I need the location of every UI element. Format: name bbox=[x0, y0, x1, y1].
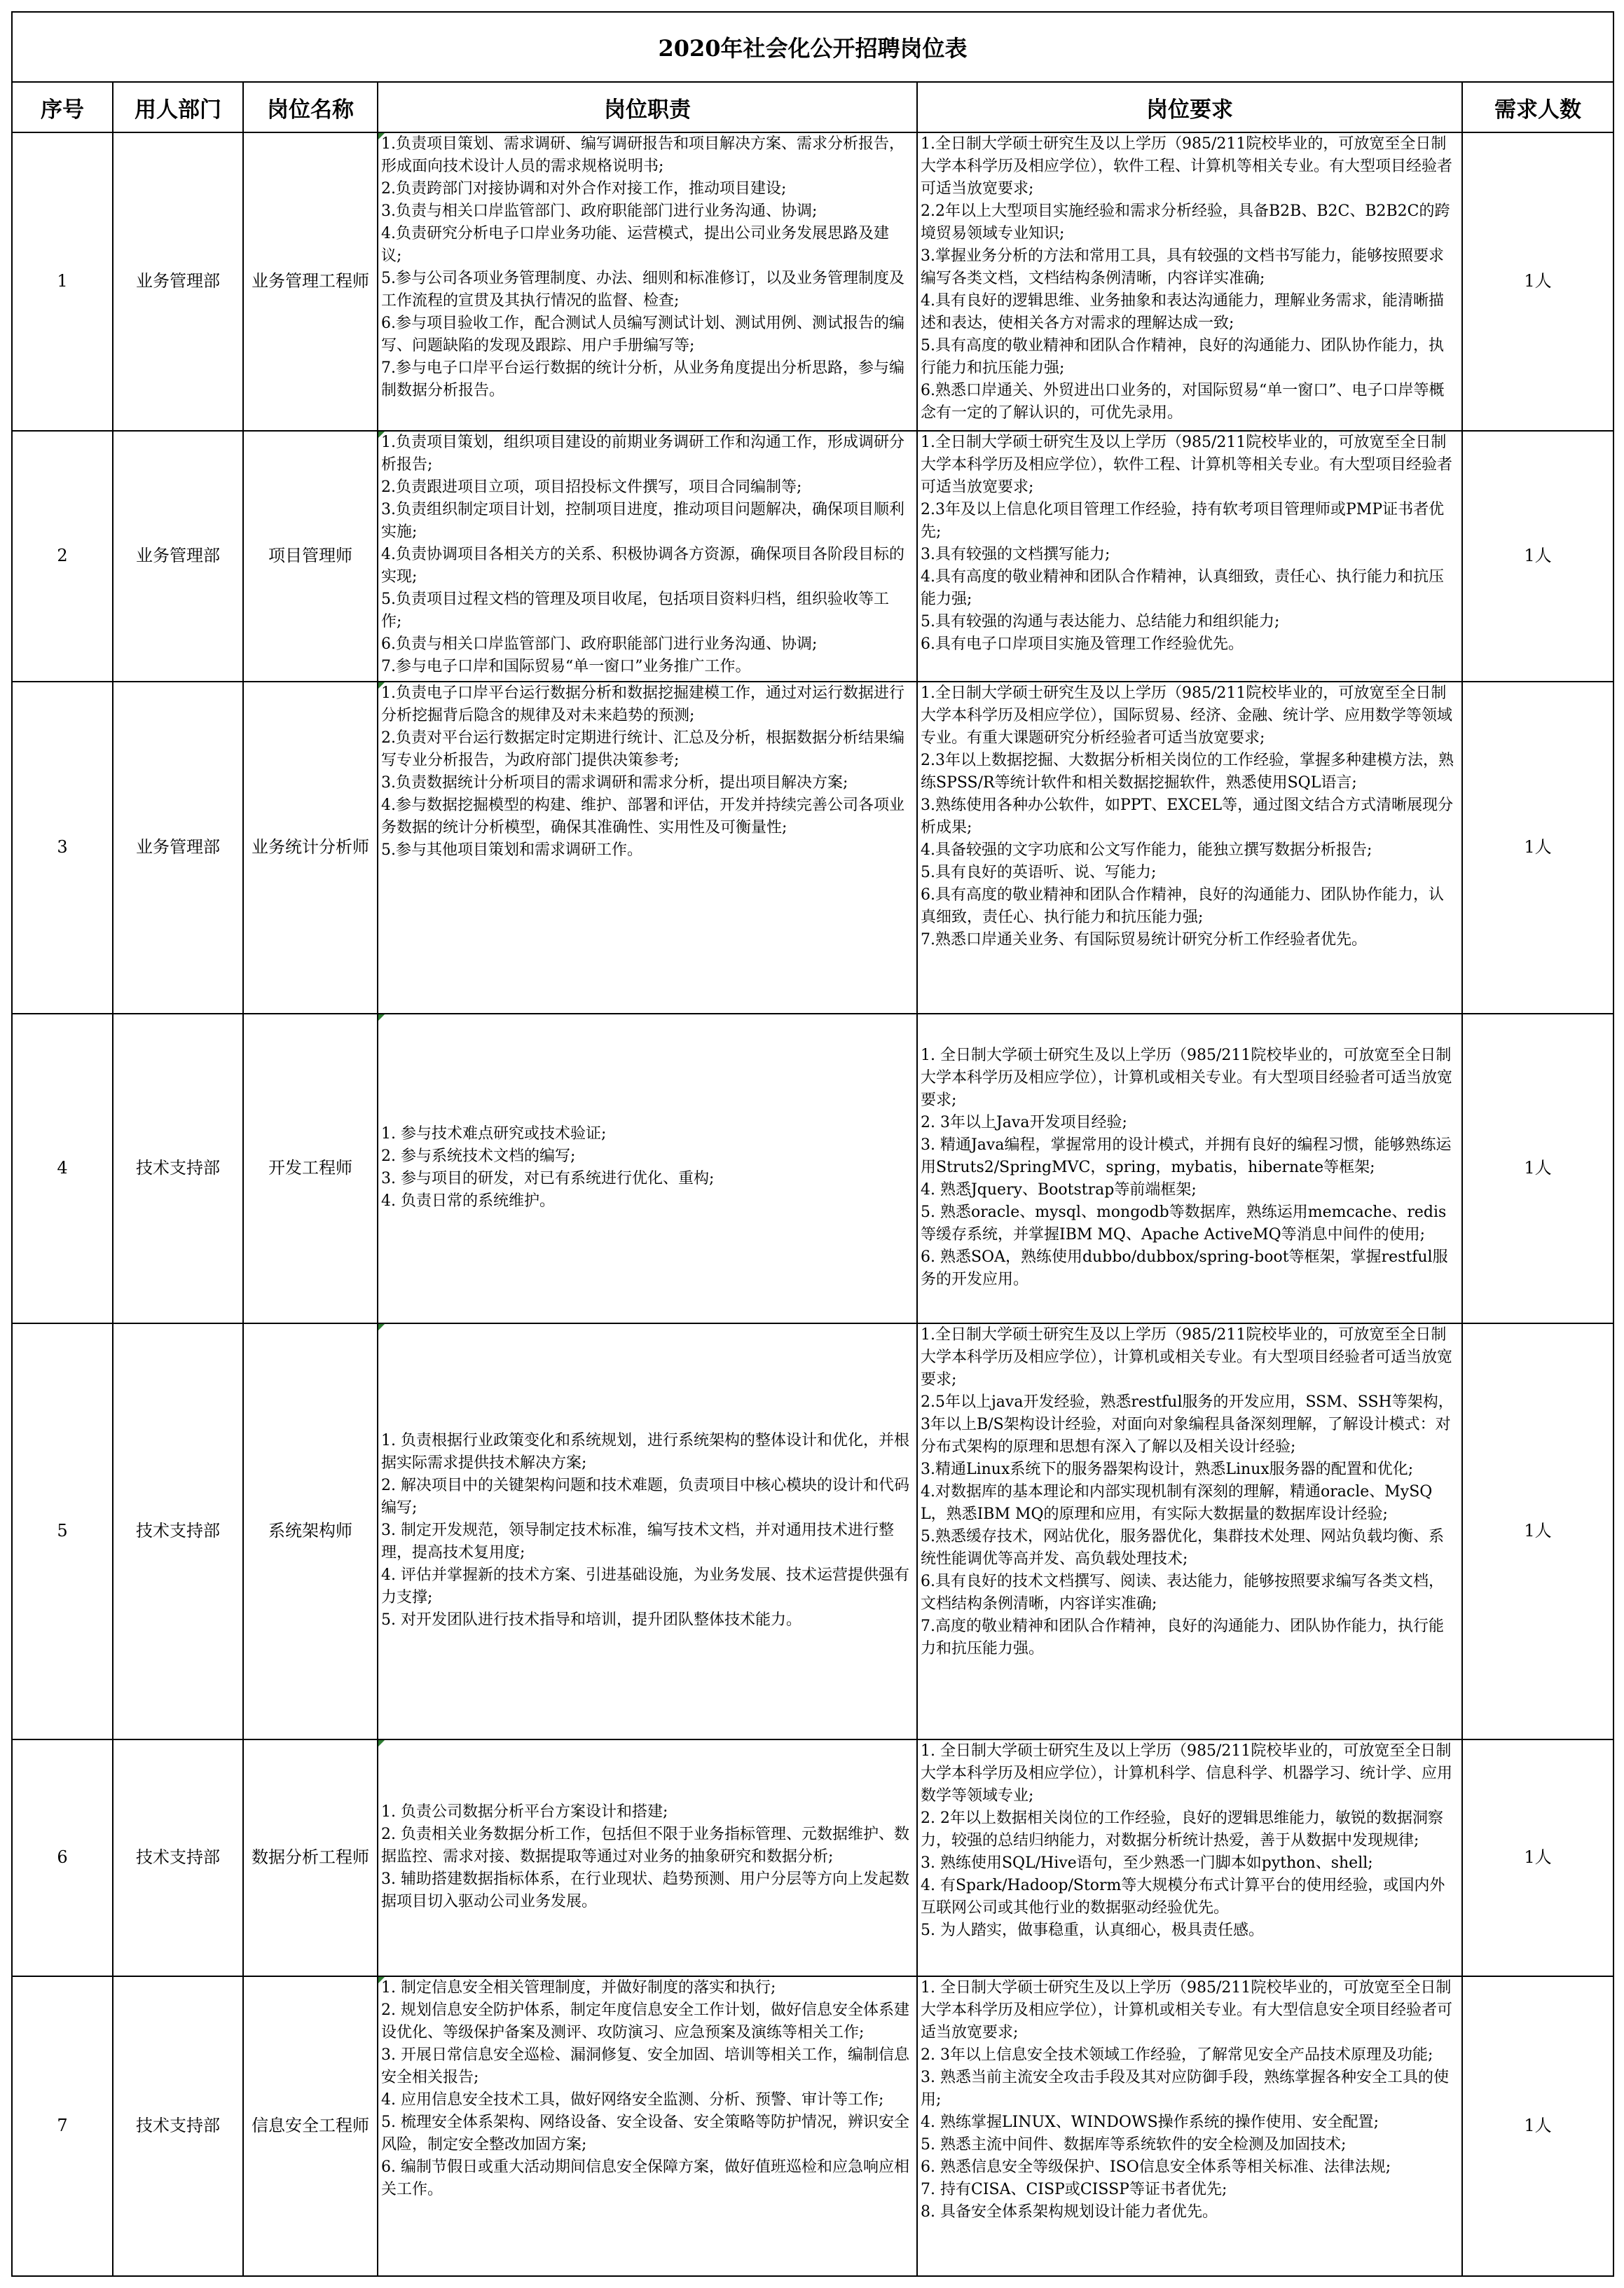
duty-item: 1. 制定信息安全相关管理制度，并做好制度的落实和执行; bbox=[381, 1979, 776, 1997]
job-table bbox=[11, 11, 1614, 2277]
duty-item: 2. 规划信息安全防护体系，制定年度信息安全工作计划，做好信息安全体系建设优化、等级保护备案及测评、攻防演习、应急预案及演练等相关工作; bbox=[381, 2001, 909, 2041]
requirements-cell bbox=[917, 132, 1462, 431]
requirement-item: 2.2年以上大型项目实施经验和需求分析经验，具备B2B、B2C、B2B2C的跨境贸易领域专业知识; bbox=[921, 202, 1450, 242]
requirement-item: 2.5年以上java开发经验，熟悉restful服务的开发应用，SSM、SSH等架构，3年以上B/S架构设计经验，对面向对象编程具备深刻理解，了解设计模式：对分布式架构的原理和思想有深入了解以及相关设计经验; bbox=[921, 1393, 1454, 1456]
header-count: 需求人数 bbox=[1462, 82, 1613, 132]
duty-item: 5. 对开发团队进行技术指导和培训，提升团队整体技术能力。 bbox=[381, 1611, 801, 1629]
requirement-item: 3.掌握业务分析的方法和常用工具，具有较强的文档书写能力，能够按照要求编写各类文档，文档结构条例清晰，内容详实准确; bbox=[921, 247, 1444, 287]
department: 技术支持部 bbox=[113, 1323, 243, 1739]
duty-item: 5.参与其他项目策划和需求调研工作。 bbox=[381, 841, 642, 859]
requirement-item: 4. 有Spark/Hadoop/Storm等大规模分布式计算平台的使用经验，或国内外互联网公司或其他行业的数据驱动经验优先。 bbox=[921, 1877, 1445, 1917]
duty-item: 2. 负责相关业务数据分析工作，包括但不限于业务指标管理、元数据维护、数据监控、需求对接、数据提取等通过对业务的抽象研究和数据分析; bbox=[381, 1826, 909, 1866]
post-name: 数据分析工程师 bbox=[243, 1739, 378, 1976]
duty-item: 5. 梳理安全体系架构、网络设备、安全设备、安全策略等防护情况，辨识安全风险，制定安全整改加固方案; bbox=[381, 2114, 909, 2153]
cell-note-marker bbox=[378, 1740, 385, 1746]
requirement-item: 5.具有高度的敬业精神和团队合作精神，良好的沟通能力、团队协作能力，执行能力和抗压能力强; bbox=[921, 337, 1444, 377]
duties-cell bbox=[378, 1739, 917, 1976]
requirements-list bbox=[921, 1977, 1457, 2224]
duties-list bbox=[381, 1977, 909, 2201]
duty-item: 1. 参与技术难点研究或技术验证; bbox=[381, 1125, 607, 1143]
table-title: 2020年社会化公开招聘岗位表 bbox=[12, 12, 1613, 82]
requirement-item: 1.全日制大学硕士研究生及以上学历（985/211院校毕业的，可放宽至全日制大学本科学历及相应学位），软件工程、计算机等相关专业。有大型项目经验者可适当放宽要求; bbox=[921, 434, 1453, 496]
requirement-item: 1. 全日制大学硕士研究生及以上学历（985/211院校毕业的，可放宽至全日制大学本科学历及相应学位），计算机或相关专业。有大型项目经验者可适当放宽要求; bbox=[921, 1047, 1453, 1109]
headcount: 1人 bbox=[1462, 431, 1613, 682]
requirements-list bbox=[921, 1740, 1457, 1942]
row-number: 6 bbox=[12, 1739, 113, 1976]
department: 业务管理部 bbox=[113, 431, 243, 682]
duty-item: 4.负责研究分析电子口岸业务功能、运营模式，提出公司业务发展思路及建议; bbox=[381, 225, 889, 265]
requirement-item: 6.熟悉口岸通关、外贸进出口业务的，对国际贸易“单一窗口”、电子口岸等概念有一定的了解认识的，可优先录用。 bbox=[921, 382, 1445, 422]
requirement-item: 1. 全日制大学硕士研究生及以上学历（985/211院校毕业的，可放宽至全日制大学本科学历及相应学位），计算机或相关专业。有大型信息安全项目经验者可适当放宽要求; bbox=[921, 1979, 1453, 2041]
requirement-item: 3.精通Linux系统下的服务器架构设计，熟悉Linux服务器的配置和优化; bbox=[921, 1461, 1414, 1478]
duty-item: 1.负责项目策划、需求调研、编写调研报告和项目解决方案、需求分析报告，形成面向技术设计人员的需求规格说明书; bbox=[381, 135, 904, 175]
table-row bbox=[12, 682, 1613, 1014]
requirement-item: 4.对数据库的基本理论和内部实现机制有深刻的理解，精通oracle、MySQL，熟悉IBM MQ的原理和应用，有实际大数据量的数据库设计经验; bbox=[921, 1483, 1433, 1523]
requirement-item: 6.具有高度的敬业精神和团队合作精神，良好的沟通能力、团队协作能力，认真细致，责任心、执行能力和抗压能力强; bbox=[921, 886, 1444, 926]
duties-list bbox=[381, 1430, 909, 1632]
headcount: 1人 bbox=[1462, 682, 1613, 1014]
cell-note-marker bbox=[378, 1014, 385, 1021]
post-name: 项目管理师 bbox=[243, 431, 378, 682]
duty-item: 2.负责对平台运行数据定时定期进行统计、汇总及分析，根据数据分析结果编写专业分析报告，为政府部门提供决策参考; bbox=[381, 729, 904, 769]
header-duties: 岗位职责 bbox=[378, 82, 917, 132]
headcount: 1人 bbox=[1462, 132, 1613, 431]
department: 技术支持部 bbox=[113, 1014, 243, 1323]
duty-item: 3. 参与项目的研发，对已有系统进行优化、重构; bbox=[381, 1170, 715, 1187]
requirements-cell bbox=[917, 1976, 1462, 2276]
cell-note-marker bbox=[378, 1977, 385, 1983]
duty-item: 4. 应用信息安全技术工具，做好网络安全监测、分析、预警、审计等工作; bbox=[381, 2091, 884, 2109]
department: 业务管理部 bbox=[113, 682, 243, 1014]
requirement-item: 7.高度的敬业精神和团队合作精神，良好的沟通能力、团队协作能力，执行能力和抗压能力强。 bbox=[921, 1618, 1444, 1658]
duty-item: 4.负责协调项目各相关方的关系、积极协调各方资源，确保项目各阶段目标的实现; bbox=[381, 546, 904, 586]
duty-item: 4.参与数据挖掘模型的构建、维护、部署和评估，开发并持续完善公司各项业务数据的统计分析模型，确保其准确性、实用性及可衡量性; bbox=[381, 797, 904, 836]
department: 技术支持部 bbox=[113, 1976, 243, 2276]
requirement-item: 5.具有良好的英语听、说、写能力; bbox=[921, 864, 1157, 881]
duty-item: 6. 编制节假日或重大活动期间信息安全保障方案，做好值班巡检和应急响应相关工作。 bbox=[381, 2158, 909, 2198]
duty-item: 5.参与公司各项业务管理制度、办法、细则和标准修订，以及业务管理制度及工作流程的宣贯及其执行情况的监督、检查; bbox=[381, 270, 904, 310]
requirement-item: 2. 3年以上Java开发项目经验; bbox=[921, 1114, 1127, 1131]
requirement-item: 5. 为人踏实，做事稳重，认真细心，极具责任感。 bbox=[921, 1922, 1264, 1939]
duties-list bbox=[381, 1123, 909, 1213]
table-row bbox=[12, 431, 1613, 682]
duty-item: 3. 辅助搭建数据指标体系，在行业现状、趋势预测、用户分层等方向上发起数据项目切入驱动公司业务发展。 bbox=[381, 1870, 909, 1910]
duties-list bbox=[381, 682, 909, 862]
duties-cell bbox=[378, 431, 917, 682]
duties-cell bbox=[378, 1323, 917, 1739]
duty-item: 6.参与项目验收工作，配合测试人员编写测试计划、测试用例、测试报告的编写、问题缺陷的发现及跟踪、用户手册编写等; bbox=[381, 315, 904, 354]
requirement-item: 4.具有良好的逻辑思维、业务抽象和表达沟通能力，理解业务需求，能清晰描述和表达，使相关各方对需求的理解达成一致; bbox=[921, 292, 1444, 332]
duty-item: 3.负责数据统计分析项目的需求调研和需求分析，提出项目解决方案; bbox=[381, 774, 848, 792]
row-number: 7 bbox=[12, 1976, 113, 2276]
requirement-item: 1.全日制大学硕士研究生及以上学历（985/211院校毕业的，可放宽至全日制大学本科学历及相应学位），软件工程、计算机等相关专业。有大型项目经验者可适当放宽要求; bbox=[921, 135, 1453, 198]
requirements-cell bbox=[917, 1323, 1462, 1739]
header-dept: 用人部门 bbox=[113, 82, 243, 132]
requirement-item: 3. 熟练使用SQL/Hive语句，至少熟悉一门脚本如python、shell; bbox=[921, 1854, 1373, 1872]
duty-item: 7.参与电子口岸平台运行数据的统计分析，从业务角度提出分析思路，参与编制数据分析报告。 bbox=[381, 359, 904, 399]
department: 技术支持部 bbox=[113, 1739, 243, 1976]
headcount: 1人 bbox=[1462, 1323, 1613, 1739]
requirement-item: 4. 熟悉Jquery、Bootstrap等前端框架; bbox=[921, 1181, 1197, 1199]
requirements-list bbox=[921, 1045, 1457, 1291]
duty-item: 4. 评估并掌握新的技术方案、引进基础设施，为业务发展、技术运营提供强有力支撑; bbox=[381, 1566, 909, 1606]
post-name: 信息安全工程师 bbox=[243, 1976, 378, 2276]
header-post: 岗位名称 bbox=[243, 82, 378, 132]
requirements-cell bbox=[917, 431, 1462, 682]
duty-item: 4. 负责日常的系统维护。 bbox=[381, 1192, 555, 1210]
job-posting-sheet bbox=[11, 11, 1613, 2277]
row-number: 4 bbox=[12, 1014, 113, 1323]
duties-list bbox=[381, 1801, 909, 1913]
row-number: 3 bbox=[12, 682, 113, 1014]
requirement-item: 2. 2年以上数据相关岗位的工作经验，良好的逻辑思维能力，敏锐的数据洞察力，较强的总结归纳能力，对数据分析统计热爱，善于从数据中发现规律; bbox=[921, 1810, 1443, 1849]
headcount: 1人 bbox=[1462, 1976, 1613, 2276]
duty-item: 3.负责与相关口岸监管部门、政府职能部门进行业务沟通、协调; bbox=[381, 202, 818, 220]
requirement-item: 4.具有高度的敬业精神和团队合作精神，认真细致，责任心、执行能力和抗压能力强; bbox=[921, 568, 1444, 608]
requirements-cell bbox=[917, 1739, 1462, 1976]
duty-item: 7.参与电子口岸和国际贸易“单一窗口”业务推广工作。 bbox=[381, 658, 751, 675]
requirement-item: 4. 熟练掌握LINUX、WINDOWS操作系统的操作使用、安全配置; bbox=[921, 2114, 1379, 2131]
duty-item: 6.负责与相关口岸监管部门、政府职能部门进行业务沟通、协调; bbox=[381, 635, 818, 653]
requirement-item: 1. 全日制大学硕士研究生及以上学历（985/211院校毕业的，可放宽至全日制大学本科学历及相应学位），计算机科学、信息科学、机器学习、统计学、应用数学等领域专业; bbox=[921, 1742, 1453, 1805]
requirement-item: 3.熟练使用各种办公软件，如PPT、EXCEL等，通过图文结合方式清晰展现分析成果; bbox=[921, 797, 1454, 836]
duty-item: 2. 参与系统技术文档的编写; bbox=[381, 1148, 576, 1165]
requirement-item: 7.熟悉口岸通关业务、有国际贸易统计研究分析工作经验者优先。 bbox=[921, 931, 1367, 949]
requirement-item: 6. 熟悉信息安全等级保护、ISO信息安全体系等相关标准、法律法规; bbox=[921, 2158, 1391, 2176]
requirement-item: 3. 精通Java编程，掌握常用的设计模式，并拥有良好的编程习惯，能够熟练运用Struts2/SpringMVC，spring，mybatis，hibernate等框架; bbox=[921, 1136, 1452, 1176]
duty-item: 1.负责电子口岸平台运行数据分析和数据挖掘建模工作，通过对运行数据进行分析挖掘背后隐含的规律及对未来趋势的预测; bbox=[381, 684, 904, 724]
table-row bbox=[12, 1323, 1613, 1739]
requirements-cell bbox=[917, 682, 1462, 1014]
table-row bbox=[12, 1014, 1613, 1323]
row-number: 1 bbox=[12, 132, 113, 431]
requirements-list bbox=[921, 133, 1457, 425]
requirement-item: 7. 持有CISA、CISP或CISSP等证书者优先; bbox=[921, 2181, 1227, 2198]
duty-item: 1. 负责公司数据分析平台方案设计和搭建; bbox=[381, 1803, 668, 1821]
duties-list bbox=[381, 133, 909, 402]
cell-note-marker bbox=[378, 1324, 385, 1330]
header-requirements: 岗位要求 bbox=[917, 82, 1462, 132]
requirement-item: 1.全日制大学硕士研究生及以上学历（985/211院校毕业的，可放宽至全日制大学本科学历及相应学位），计算机或相关专业。有大型项目经验者可适当放宽要求; bbox=[921, 1326, 1453, 1388]
duty-item: 5.负责项目过程文档的管理及项目收尾，包括项目资料归档，组织验收等工作; bbox=[381, 591, 889, 630]
requirements-cell bbox=[917, 1014, 1462, 1323]
post-name: 开发工程师 bbox=[243, 1014, 378, 1323]
requirement-item: 1.全日制大学硕士研究生及以上学历（985/211院校毕业的，可放宽至全日制大学本科学历及相应学位），国际贸易、经济、金融、统计学、应用数学等领域专业。有重大课题研究分析经验者可适当放宽要求; bbox=[921, 684, 1453, 747]
post-name: 业务管理工程师 bbox=[243, 132, 378, 431]
requirement-item: 2. 3年以上信息安全技术领域工作经验，了解常见安全产品技术原理及功能; bbox=[921, 2046, 1433, 2064]
requirement-item: 4.具备较强的文字功底和公文写作能力，能独立撰写数据分析报告; bbox=[921, 841, 1372, 859]
requirement-item: 5. 熟悉主流中间件、数据库等系统软件的安全检测及加固技术; bbox=[921, 2136, 1347, 2153]
headcount: 1人 bbox=[1462, 1014, 1613, 1323]
table-row bbox=[12, 132, 1613, 431]
requirements-list bbox=[921, 682, 1457, 951]
requirements-list bbox=[921, 1324, 1457, 1660]
requirement-item: 5. 熟悉oracle、mysql、mongodb等数据库，熟练运用memcache、redis等缓存系统，并掌握IBM MQ、Apache ActiveMQ等消息中间件的使用; bbox=[921, 1204, 1447, 1243]
duty-item: 3. 制定开发规范，领导制定技术标准，编写技术文档，并对通用技术进行整理，提高技术复用度; bbox=[381, 1522, 894, 1562]
duties-list bbox=[381, 432, 909, 678]
duty-item: 3.负责组织制定项目计划，控制项目进度，推动项目问题解决，确保项目顺利实施; bbox=[381, 501, 904, 541]
post-name: 系统架构师 bbox=[243, 1323, 378, 1739]
table-row bbox=[12, 1739, 1613, 1976]
cell-note-marker bbox=[378, 432, 385, 438]
requirement-item: 6. 熟悉SOA，熟练使用dubbo/dubbox/spring-boot等框架，掌握restful服务的开发应用。 bbox=[921, 1248, 1448, 1288]
requirement-item: 6.具有良好的技术文档撰写、阅读、表达能力，能够按照要求编写各类文档，文档结构条例清晰，内容详实准确; bbox=[921, 1573, 1444, 1613]
table-row bbox=[12, 1976, 1613, 2276]
requirement-item: 5.具有较强的沟通与表达能力、总结能力和组织能力; bbox=[921, 613, 1280, 630]
cell-note-marker bbox=[378, 682, 385, 689]
header-row bbox=[12, 82, 1613, 132]
row-number: 2 bbox=[12, 431, 113, 682]
requirement-item: 3. 熟悉当前主流安全攻击手段及其对应防御手段，熟练掌握各种安全工具的使用; bbox=[921, 2069, 1449, 2109]
requirement-item: 3.具有较强的文档撰写能力; bbox=[921, 546, 1110, 563]
headcount: 1人 bbox=[1462, 1739, 1613, 1976]
duty-item: 2.负责跨部门对接协调和对外合作对接工作，推动项目建设; bbox=[381, 180, 787, 198]
duties-cell bbox=[378, 682, 917, 1014]
requirements-list bbox=[921, 432, 1457, 656]
duties-cell bbox=[378, 1976, 917, 2276]
department: 业务管理部 bbox=[113, 132, 243, 431]
row-number: 5 bbox=[12, 1323, 113, 1739]
duties-cell bbox=[378, 132, 917, 431]
cell-note-marker bbox=[378, 133, 385, 139]
duty-item: 3. 开展日常信息安全巡检、漏洞修复、安全加固、培训等相关工作，编制信息安全相关报告; bbox=[381, 2046, 909, 2086]
duty-item: 2.负责跟进项目立项，项目招投标文件撰写，项目合同编制等; bbox=[381, 478, 802, 496]
post-name: 业务统计分析师 bbox=[243, 682, 378, 1014]
duties-cell bbox=[378, 1014, 917, 1323]
duty-item: 1. 负责根据行业政策变化和系统规划，进行系统架构的整体设计和优化，并根据实际需求提供技术解决方案; bbox=[381, 1432, 909, 1472]
requirement-item: 2.3年及以上信息化项目管理工作经验，持有软考项目管理师或PMP证书者优先; bbox=[921, 501, 1445, 541]
requirement-item: 8. 具备安全体系架构规划设计能力者优先。 bbox=[921, 2203, 1218, 2221]
requirement-item: 6.具有电子口岸项目实施及管理工作经验优先。 bbox=[921, 635, 1244, 653]
requirement-item: 2.3年以上数据挖掘、大数据分析相关岗位的工作经验，掌握多种建模方法，熟练SPSS/R等统计软件和相关数据挖掘软件，熟悉使用SQL语言; bbox=[921, 752, 1454, 792]
header-no: 序号 bbox=[12, 82, 113, 132]
duty-item: 2. 解决项目中的关键架构问题和技术难题，负责项目中核心模块的设计和代码编写; bbox=[381, 1477, 909, 1517]
duty-item: 1.负责项目策划，组织项目建设的前期业务调研工作和沟通工作，形成调研分析报告; bbox=[381, 434, 904, 474]
requirement-item: 5.熟悉缓存技术，网站优化，服务器优化，集群技术处理、网站负载均衡、系统性能调优等高并发、高负载处理技术; bbox=[921, 1528, 1444, 1568]
